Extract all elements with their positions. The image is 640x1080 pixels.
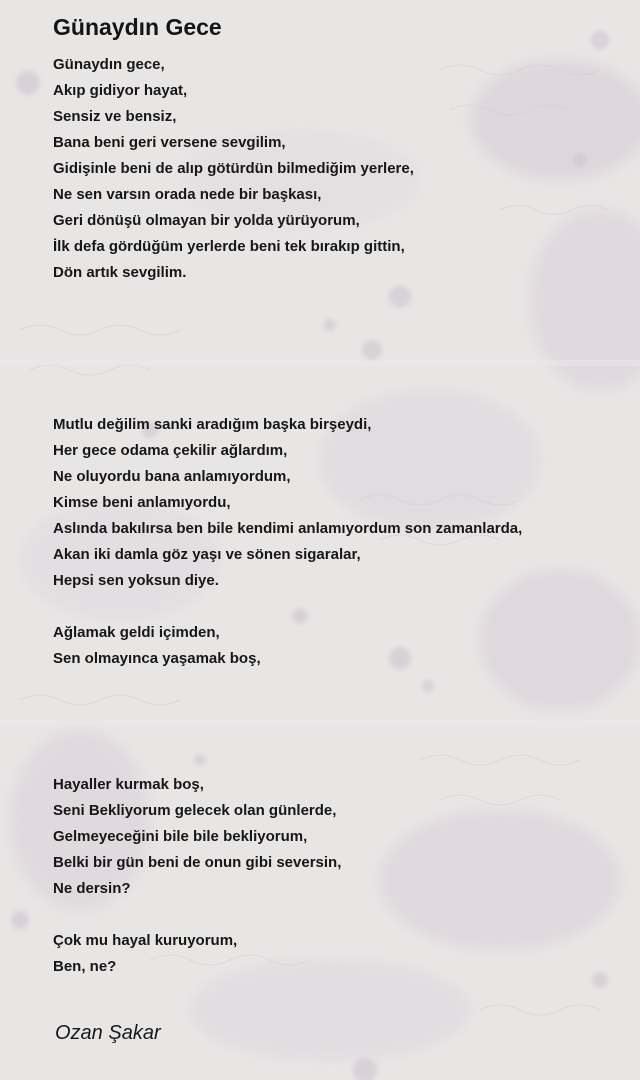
poem-line: Hayaller kurmak boş, — [53, 776, 204, 793]
poem-line: Ne oluyordu bana anlamıyordum, — [53, 468, 291, 485]
poem-line: Geri dönüşü olmayan bir yolda yürüyorum, — [53, 212, 360, 229]
poem-line: Günaydın gece, — [53, 56, 165, 73]
poem-line: Ne sen varsın orada nede bir başkası, — [53, 186, 322, 203]
poem-line: Sensiz ve bensiz, — [53, 108, 177, 125]
poem-line: Sen olmayınca yaşamak boş, — [53, 650, 261, 667]
poem-line: Belki bir gün beni de onun gibi seversin, — [53, 854, 342, 871]
poem-line: Aslında bakılırsa ben bile kendimi anlamıyordum son zamanlarda, — [53, 520, 523, 537]
poem-line: Gelmeyeceğini bile bile bekliyorum, — [53, 828, 308, 845]
poem-line: İlk defa gördüğüm yerlerde beni tek bırakıp gittin, — [53, 238, 405, 255]
poem-line: Bana beni geri versene sevgilim, — [53, 134, 286, 151]
poem-author: Ozan Şakar — [55, 1022, 161, 1044]
poem-line: Her gece odama çekilir ağlardım, — [53, 442, 288, 459]
poem-line: Ne dersin? — [53, 880, 131, 897]
poem-title: Günaydın Gece — [53, 14, 222, 40]
poem-line: Hepsi sen yoksun diye. — [53, 572, 219, 589]
poem-line: Gidişinle beni de alıp götürdün bilmediğim yerlere, — [53, 160, 414, 177]
poem-line: Akan iki damla göz yaşı ve sönen sigaralar, — [53, 546, 361, 563]
poem-line: Ben, ne? — [53, 958, 117, 975]
poem-line: Dön artık sevgilim. — [53, 264, 187, 281]
poem-line: Kimse beni anlamıyordu, — [53, 494, 231, 511]
poem-line: Çok mu hayal kuruyorum, — [53, 932, 238, 949]
poem-line: Mutlu değilim sanki aradığım başka birşeydi, — [53, 416, 372, 433]
poem-line: Seni Bekliyorum gelecek olan günlerde, — [53, 802, 337, 819]
poem-line: Akıp gidiyor hayat, — [53, 82, 188, 99]
poem-line: Ağlamak geldi içimden, — [53, 624, 220, 641]
